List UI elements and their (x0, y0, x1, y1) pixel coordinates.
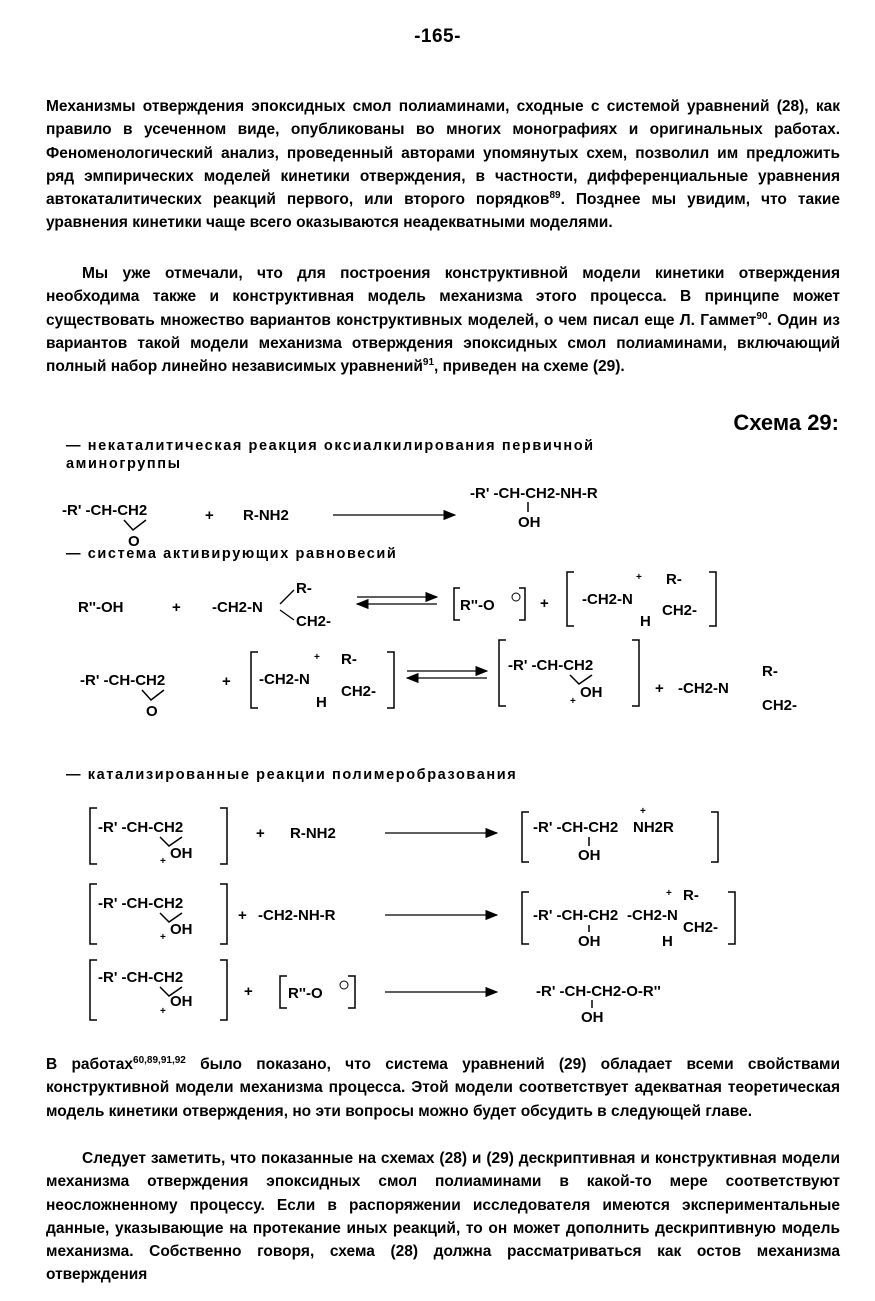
p4-text-a: Следует заметить, что показанные на схемах (28) и (29) дескриптивная и конструктивная модели механизма отверждения эпоксидных смол полиаминами в какой-то мере соответствуют неосложненному процессу. Если в распоряжении исследователя имеются экспериментальные данные, указывающие на протекание иных реакций, то он может дополнить дескриптивную модель механизма. Собственно говоря, схема (28) должна рассматриваться как остов механизма отверждения (46, 1150, 840, 1284)
product-formula: -R' -CH-CH2 (533, 819, 619, 836)
epoxide-oxygen: O (128, 533, 140, 550)
bracket-left (90, 884, 97, 944)
activated-epoxide: -R' -CH-CH2 (508, 657, 594, 674)
amine-formula: R-NH2 (290, 825, 336, 842)
bracket-left (90, 808, 97, 864)
p2-footnote-ref-2: 91 (422, 357, 435, 369)
paragraph-3 (46, 1053, 840, 1123)
substituent-ch2: CH2- (341, 683, 377, 700)
alcohol-formula: R''-OH (78, 599, 124, 616)
hydrogen: H (316, 694, 327, 711)
plus-sign: + (244, 983, 253, 1000)
p1-footnote-ref: 89 (549, 190, 561, 202)
catalyzed-reaction-3 (90, 960, 661, 1026)
plus-sign: + (205, 507, 214, 524)
positive-charge: + (666, 888, 672, 899)
positive-charge: + (570, 696, 576, 707)
plus-sign: + (256, 825, 265, 842)
hydroxyl-group: OH (580, 684, 603, 701)
substituent-r: R- (666, 571, 682, 588)
p2-footnote-ref-1: 90 (756, 310, 768, 322)
alkoxide-formula: R''-O (460, 597, 495, 614)
p2-text-a: Мы уже отмечали, что для построения конструктивной модели кинетики отверждения необходима также и конструктивная модель механизма этого процесса. В принципе может существовать множество вариантов конструктивных моделей, о чем писал еще Л. Гаммет (46, 265, 840, 329)
catalyzed-reaction-2 (90, 884, 735, 950)
bracket-left (280, 976, 287, 1008)
hydroxyl-group: OH (581, 1009, 604, 1026)
hydroxyl-group: OH (518, 514, 541, 531)
bracket-left (522, 892, 529, 944)
bracket-left (522, 812, 529, 862)
plus-sign: + (540, 595, 549, 612)
epoxide-formula: -R' -CH-CH2 (62, 502, 148, 519)
page-number: -165- (414, 26, 461, 47)
alkoxide-formula: R''-O (288, 985, 323, 1002)
epoxide-ring (142, 690, 164, 700)
paragraph-4 (46, 1147, 840, 1287)
positive-charge: + (636, 572, 642, 583)
positive-charge: + (160, 1006, 166, 1017)
substituent-r: R- (341, 651, 357, 668)
negative-charge (340, 981, 348, 989)
hydrogen: H (662, 933, 673, 950)
reaction-3 (80, 640, 797, 720)
catalyzed-reaction-1 (90, 806, 718, 867)
epoxide-ring (570, 675, 592, 684)
p3-footnote-ref: 60,89,91,92 (133, 1055, 186, 1066)
scheme-section-2-heading: — система активирующих равновесий (66, 546, 398, 562)
scheme-title: Схема 29: (733, 410, 839, 435)
ether-product: -R' -CH-CH2-O-R'' (536, 983, 661, 1000)
bracket-right (632, 640, 639, 706)
product-formula: -R' -CH-CH2 (533, 907, 619, 924)
negative-charge (512, 593, 520, 601)
positive-charge: + (640, 806, 646, 817)
substituent-ch2: CH2- (662, 602, 698, 619)
bracket-right (728, 892, 735, 944)
hydroxyl-group: OH (170, 993, 193, 1010)
epoxide-ring (124, 520, 146, 530)
bracket-left (251, 652, 258, 708)
p2-text-c: , приведен на схеме (29). (434, 358, 625, 376)
product-amine: NH2R (633, 819, 674, 836)
secondary-amine: -CH2-NH-R (258, 907, 336, 924)
bracket-right (387, 652, 394, 708)
epoxide-oxygen: O (146, 703, 158, 720)
ammonium-fragment: -CH2-N (259, 671, 310, 688)
positive-charge: + (160, 932, 166, 943)
scheme-section-3-heading: — катализированные реакции полимеробразования (66, 767, 518, 783)
bracket-left (499, 640, 506, 706)
hydroxyl-group: OH (170, 921, 193, 938)
hydroxyl-group: OH (578, 847, 601, 864)
bracket-right (709, 572, 716, 626)
bracket-right (711, 812, 718, 862)
reaction-1 (62, 485, 598, 550)
p2-text-b: . Один из вариантов такой модели механизма отверждения эпоксидных смол полиаминами, включающий полный набор линейно независимых уравнений (46, 311, 840, 376)
bracket-right (220, 884, 227, 944)
bond-line (280, 610, 294, 620)
amine-fragment: -CH2-N (678, 680, 729, 697)
plus-sign: + (655, 680, 664, 697)
p3-text-a: В работах (46, 1056, 134, 1073)
p1-text-b: . Позднее мы увидим, что такие уравнения кинетики чаще всего оказываются неадекватными моделями. (46, 191, 840, 232)
ammonium-nitrogen: -CH2-N (627, 907, 678, 924)
bracket-right (519, 588, 525, 620)
substituent-ch2: CH2- (683, 919, 719, 936)
positive-charge: + (160, 856, 166, 867)
bond-line (280, 590, 294, 604)
scheme-section-1-heading: — некаталитическая реакция оксиалкилирования первичной аминогруппы (66, 438, 595, 472)
hydroxyl-group: OH (578, 933, 601, 950)
epoxide-formula: -R' -CH-CH2 (80, 672, 166, 689)
bracket-right (348, 976, 355, 1008)
bracket-left (90, 960, 97, 1020)
substituent-r: R- (683, 887, 699, 904)
plus-sign: + (222, 673, 231, 690)
plus-sign: + (238, 907, 247, 924)
hydrogen: H (640, 613, 651, 630)
reaction-2 (78, 571, 716, 630)
activated-epoxide: -R' -CH-CH2 (98, 819, 184, 836)
amine-formula: R-NH2 (243, 507, 289, 524)
ammonium-fragment: -CH2-N (582, 591, 633, 608)
activated-epoxide: -R' -CH-CH2 (98, 895, 184, 912)
substituent-ch2: CH2- (762, 697, 798, 714)
substituent-r: R- (296, 580, 312, 597)
bracket-right (220, 808, 227, 864)
positive-charge: + (314, 652, 320, 663)
bracket-left (567, 572, 574, 626)
hydroxyl-group: OH (170, 845, 193, 862)
amine-fragment: -CH2-N (212, 599, 263, 616)
product-formula: -R' -CH-CH2-NH-R (470, 485, 598, 502)
p1-text-a: Механизмы отверждения эпоксидных смол полиаминами, сходные с системой уравнений (28), как правило в усеченном виде, опубликованы во многих монографиях и оригинальных работах. Феноменологический анализ, проведенный авторами упомянутых схем, позволил им предложить ряд эмпирических моделей кинетики отверждения, в частности, дифференциальные уравнения автокаталитических реакций первого, или второго порядков (46, 98, 840, 209)
substituent-r: R- (762, 663, 778, 680)
activated-epoxide: -R' -CH-CH2 (98, 969, 184, 986)
plus-sign: + (172, 599, 181, 616)
p3-text-b: было показано, что система уравнений (29) обладает всеми свойствами конструктивной модели механизма процесса. Этой модели соответствует адекватная теоретическая модель кинетики отверждения, но эти вопросы можно будет обсудить в следующей главе. (46, 1056, 840, 1120)
substituent-ch2: CH2- (296, 613, 332, 630)
bracket-right (220, 960, 227, 1020)
